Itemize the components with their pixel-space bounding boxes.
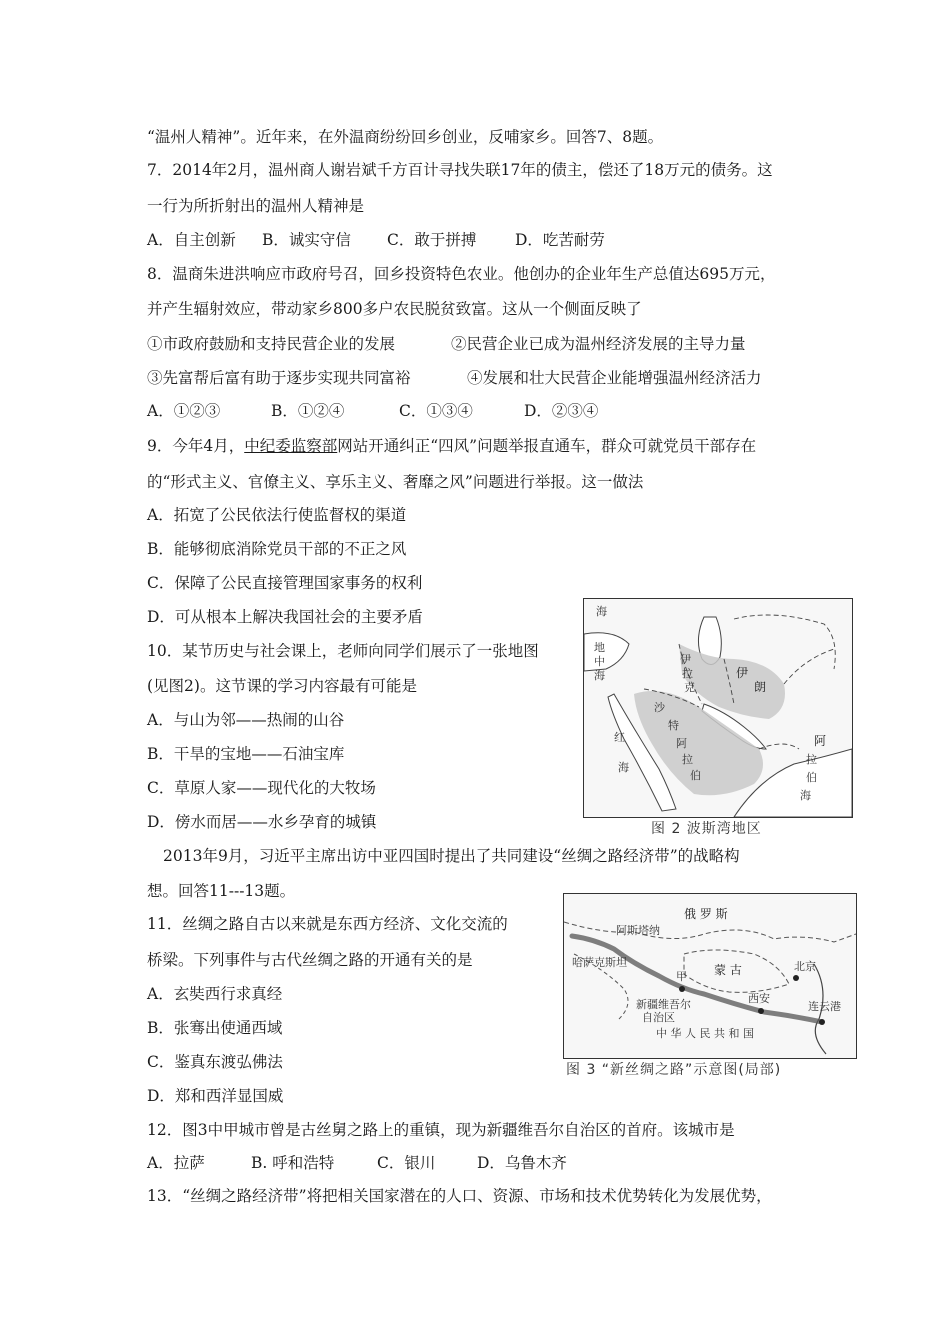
label-astana: 阿斯塔纳 [616, 924, 660, 937]
label-mongolia: 蒙 古 [714, 963, 742, 977]
question-9-option-d[interactable]: D．可从根本上解决我国社会的主要矛盾 [147, 608, 423, 626]
city-beijing-dot [793, 975, 799, 981]
question-11-stem-cont: 桥梁。下列事件与古代丝绸之路的开通有关的是 [147, 951, 473, 969]
question-10-option-c[interactable]: C．草原人家——现代化的大牧场 [147, 779, 376, 797]
label-la-3: 拉 [806, 753, 817, 766]
question-12-stem: 12．图3中甲城市曾是古丝舅之路上的重镇，现为新疆维吾尔自治区的首府。该城市是 [147, 1121, 735, 1139]
label-xinjiang-2: 自治区 [642, 1011, 675, 1024]
option-c[interactable]: C．银川 [377, 1154, 436, 1172]
label-ke: 克 [684, 681, 695, 694]
option-d[interactable]: D．乌鲁木齐 [477, 1154, 567, 1172]
question-11-option-b[interactable]: B．张骞出使通西域 [147, 1019, 283, 1037]
persian-gulf-map-svg [584, 599, 852, 817]
label-hai-1: 海 [596, 605, 607, 618]
question-8-statements-2 [147, 368, 762, 388]
question-9-option-c[interactable]: C．保障了公民直接管理国家事务的权利 [147, 574, 423, 592]
label-zhong: 中 [594, 655, 605, 668]
label-lang: 朗 [754, 680, 767, 694]
intro-line: “温州人精神”。近年来，在外温商纷纷回乡创业，反哺家乡。回答7、8题。 [147, 128, 664, 146]
statement-4: ④发展和壮大民营企业能增强温州经济活力 [467, 369, 762, 387]
question-9-stem-cont: 的“形式主义、官僚主义、享乐主义、奢靡之风”问题进行举报。这一做法 [147, 473, 644, 491]
question-10-option-b[interactable]: B．干旱的宝地——石油宝库 [147, 745, 345, 763]
option-b[interactable]: B．诚实守信 [262, 231, 351, 249]
label-a: 阿 [676, 737, 687, 750]
question-8-stem: 8．温商朱进洪响应市政府号召，回乡投资特色农业。他创办的企业年生产总值达695万元， [147, 265, 776, 283]
city-xian-dot [758, 1008, 764, 1014]
question-13-stem: 13．“丝绸之路经济带”将把相关国家潜在的人口、资源、市场和技术优势转化为发展优势， [147, 1187, 772, 1205]
label-sha: 沙 [654, 701, 665, 714]
option-c[interactable]: C．①③④ [399, 402, 473, 420]
label-bo-2: 伯 [806, 771, 817, 784]
statement-2: ②民营企业已成为温州经济发展的主导力量 [451, 335, 746, 353]
q9-underlined-org: 中纪委监察部 [244, 437, 338, 455]
question-11-option-d[interactable]: D．郑和西洋显国威 [147, 1087, 284, 1105]
question-10-option-a[interactable]: A．与山为邻——热闹的山谷 [147, 711, 345, 729]
label-beijing: 北京 [794, 960, 816, 973]
label-lianyungang: 连云港 [808, 1000, 841, 1013]
silk-road-map-svg [564, 894, 856, 1058]
label-hai-3: 海 [618, 761, 629, 774]
city-lianyungang-dot [819, 1019, 825, 1025]
question-10-stem-cont: (见图2)。这节课的学习内容最有可能是 [147, 677, 417, 695]
label-a-2: 阿 [814, 734, 827, 748]
option-b[interactable]: B．①②④ [271, 402, 345, 420]
question-10-stem: 10．某节历史与社会课上，老师向同学们展示了一张地图 [147, 642, 539, 660]
q9-suffix: 网站开通纠正“四风”问题举报直通车，群众可就党员干部存在 [337, 437, 757, 455]
label-xian: 西安 [748, 992, 770, 1005]
question-7-stem: 7．2014年2月，温州商人谢岩斌千方百计寻找失联17年的债主，偿还了18万元的债务。这 [147, 161, 773, 179]
figure-2-persian-gulf-map [583, 598, 853, 818]
label-xinjiang-1: 新疆维吾尔 [636, 998, 691, 1011]
q9-prefix: 9．今年4月， [147, 437, 245, 455]
label-la-2: 拉 [682, 753, 693, 766]
city-jia-dot [679, 986, 685, 992]
question-8-statements-1 [147, 334, 746, 354]
question-10-option-d[interactable]: D．傍水而居——水乡孕育的城镇 [147, 813, 377, 831]
option-b[interactable]: B. 呼和浩特 [251, 1154, 335, 1172]
question-11-option-a[interactable]: A．玄奘西行求真经 [147, 985, 283, 1003]
label-russia: 俄 罗 斯 [684, 907, 728, 921]
label-china: 中 华 人 民 共 和 国 [656, 1027, 754, 1040]
label-jia: 甲 [676, 970, 687, 983]
question-9-stem [147, 436, 756, 456]
label-yi-2: 伊 [736, 666, 749, 680]
statement-3: ③先富帮后富有助于逐步实现共同富裕 [147, 369, 411, 387]
question-11-option-c[interactable]: C．鉴真东渡弘佛法 [147, 1053, 283, 1071]
statement-1: ①市政府鼓励和支持民营企业的发展 [147, 335, 396, 353]
figure-2-caption: 图 2 波斯湾地区 [651, 821, 762, 837]
question-11-stem: 11．丝绸之路自古以来就是东西方经济、文化交流的 [147, 915, 508, 933]
passage-silk-road-cont: 想。回答11---13题。 [147, 882, 296, 900]
option-a[interactable]: A．①②③ [147, 402, 221, 420]
question-8-options [147, 401, 598, 421]
option-d[interactable]: D．②③④ [524, 402, 599, 420]
question-12-options [147, 1153, 567, 1173]
option-a[interactable]: A．拉萨 [147, 1154, 205, 1172]
label-hai-2: 海 [594, 669, 605, 682]
option-a[interactable]: A．自主创新 [147, 231, 236, 249]
label-te: 特 [668, 719, 679, 732]
label-hai-4: 海 [800, 789, 811, 802]
question-7-stem-cont: 一行为所折射出的温州人精神是 [147, 197, 365, 215]
question-7-options [147, 230, 605, 250]
option-c[interactable]: C．敢于拼搏 [387, 231, 477, 249]
option-d[interactable]: D．吃苦耐劳 [515, 231, 605, 249]
question-8-stem-cont: 并产生辐射效应，带动家乡800多户农民脱贫致富。这从一个侧面反映了 [147, 300, 642, 318]
label-kazakhstan: 哈萨克斯坦 [572, 956, 627, 969]
figure-3-silk-road-map [563, 893, 857, 1059]
label-bo: 伯 [690, 769, 701, 782]
label-di: 地 [594, 641, 605, 654]
question-9-option-a[interactable]: A．拓宽了公民依法行使监督权的渠道 [147, 506, 407, 524]
label-la: 拉 [682, 667, 693, 680]
figure-3-caption: 图 3 “新丝绸之路”示意图(局部) [566, 1062, 782, 1078]
passage-silk-road: 2013年9月，习近平主席出访中亚四国时提出了共同建设“丝绸之路经济带”的战略构 [163, 847, 740, 865]
label-yi: 伊 [680, 653, 691, 666]
question-9-option-b[interactable]: B．能够彻底消除党员干部的不正之风 [147, 540, 407, 558]
label-hong: 红 [614, 731, 625, 744]
